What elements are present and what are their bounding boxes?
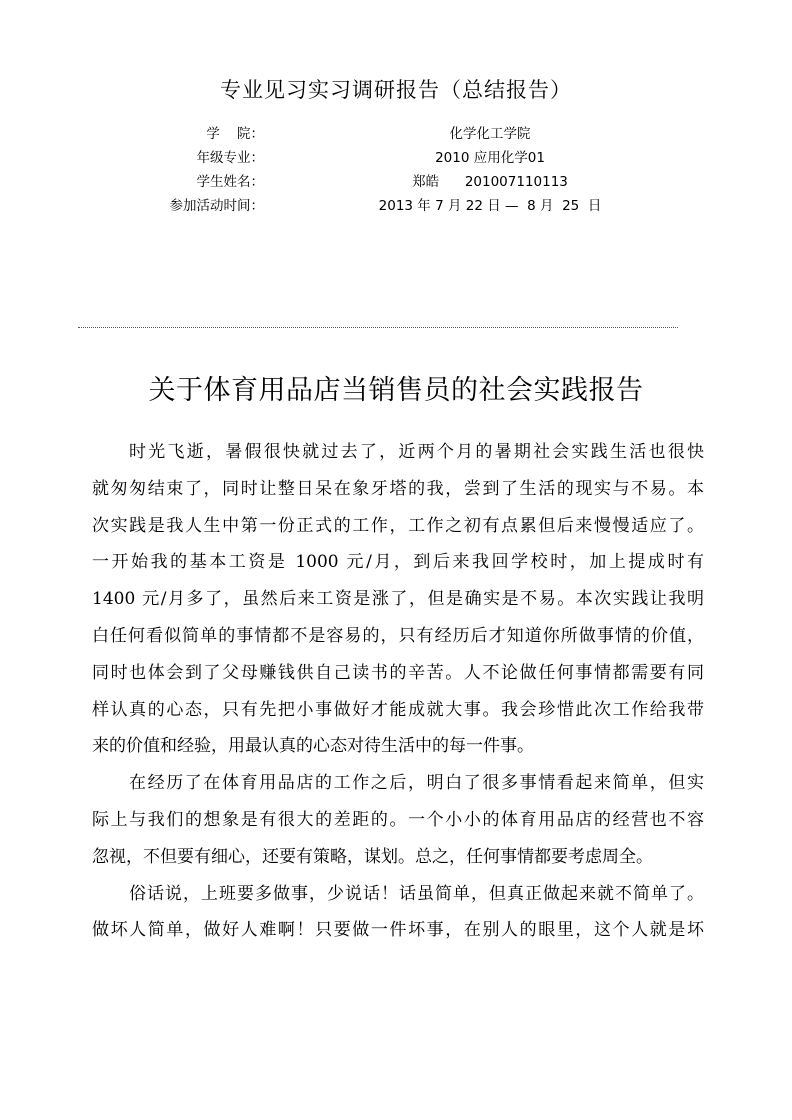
text-line: 次实践是我人生中第一份正式的工作，工作之初有点累但后来慢慢适应了。 bbox=[92, 515, 704, 536]
text-line: 就匆匆结束了，同时让整日呆在象牙塔的我，尝到了生活的现实与不易。本 bbox=[92, 478, 704, 499]
report-header-title: 专业见习实习调研报告（总结报告） bbox=[220, 78, 572, 102]
info-row-student bbox=[0, 170, 792, 192]
info-label-activity-time: 参加活动时间： bbox=[169, 198, 264, 214]
paragraph-2 bbox=[92, 765, 704, 875]
text-line: 在经历了在体育用品店的工作之后，明白了很多事情看起来简单，但实 bbox=[129, 773, 704, 794]
dotted-divider bbox=[78, 327, 678, 328]
report-main-title: 关于体育用品店当销售员的社会实践报告 bbox=[148, 375, 644, 406]
info-value-major: 2010 应用化学01 bbox=[435, 150, 545, 166]
text-line: 俗话说，上班要多做事，少说话！话虽简单，但真正做起来就不简单了。 bbox=[129, 883, 704, 904]
text-line: 一开始我的基本工资是 1000 元/月，到后来我回学校时，加上提成时有 bbox=[92, 552, 704, 573]
info-row-college bbox=[0, 122, 792, 144]
info-row-major bbox=[0, 146, 792, 168]
text-line: 同时也体会到了父母赚钱供自己读书的辛苦。人不论做任何事情都需要有同 bbox=[92, 662, 704, 683]
paragraph-1 bbox=[92, 434, 704, 765]
info-row-activity-time bbox=[0, 194, 792, 216]
info-label-student: 学生姓名： bbox=[196, 174, 264, 190]
text-line: 做坏人简单，做好人难啊！只要做一件坏事，在别人的眼里，这个人就是坏 bbox=[92, 920, 704, 941]
text-line: 时光飞逝，暑假很快就过去了，近两个月的暑期社会实践生活也很快 bbox=[129, 442, 704, 462]
text-line: 1400 元/月多了，虽然后来工资是涨了，但是确实是不易。本次实践让我明 bbox=[92, 589, 704, 610]
info-value-student: 郑皓 201007110113 bbox=[412, 174, 568, 190]
text-line: 白任何看似简单的事情都不是容易的，只有经历后才知道你所做事情的价值， bbox=[92, 625, 704, 646]
text-line: 际上与我们的想象是有很大的差距的。一个小小的体育用品店的经营也不容 bbox=[92, 809, 704, 830]
info-label-college: 学 院： bbox=[206, 126, 264, 142]
paragraph-3 bbox=[92, 876, 704, 950]
info-value-activity-time: 2013 年 7 月 22 日 — 8 月 25 日 bbox=[378, 198, 602, 214]
text-line: 来的价值和经验，用最认真的心态对待生活中的每一件事。 bbox=[92, 736, 534, 757]
info-value-college: 化学化工学院 bbox=[449, 126, 531, 142]
text-line: 样认真的心态，只有先把小事做好才能成就大事。我会珍惜此次工作给我带 bbox=[92, 699, 704, 720]
report-body bbox=[92, 434, 704, 949]
text-line: 忽视，不但要有细心，还要有策略，谋划。总之，任何事情都要考虑周全。 bbox=[92, 846, 653, 867]
info-label-major: 年级专业： bbox=[196, 150, 264, 166]
